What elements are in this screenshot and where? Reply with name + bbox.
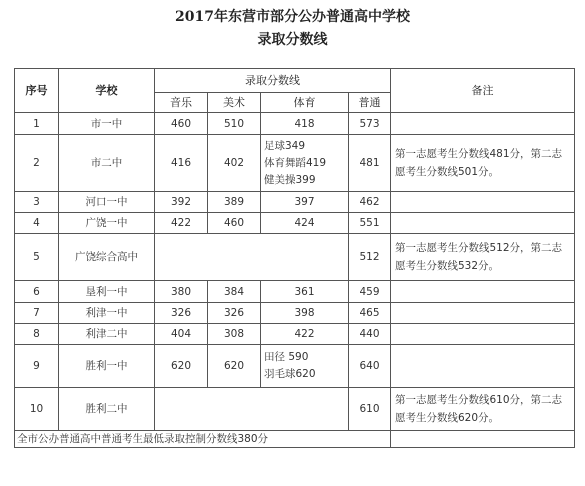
table-row xyxy=(15,192,575,213)
page-subtitle: 录取分数线 xyxy=(257,32,328,48)
row-notes xyxy=(391,234,575,281)
pe-line: 羽毛球620 xyxy=(264,368,316,380)
table-row xyxy=(15,135,575,192)
table-row xyxy=(15,324,575,345)
pe-line: 397 xyxy=(294,196,315,208)
row-music-art-pe xyxy=(155,388,349,431)
row-pe xyxy=(261,192,349,213)
row-notes xyxy=(391,213,575,234)
row-general: 465 xyxy=(349,303,391,324)
row-index: 7 xyxy=(15,303,59,324)
row-index: 3 xyxy=(15,192,59,213)
footer-note: 全市公办普通高中普通考生最低录取控制分数线380分 xyxy=(15,431,391,448)
pe-line: 足球349 xyxy=(264,139,306,152)
header-row-1 xyxy=(15,69,575,93)
row-index: 5 xyxy=(15,234,59,281)
row-index: 8 xyxy=(15,324,59,345)
row-general: 551 xyxy=(349,213,391,234)
row-art: 620 xyxy=(208,345,261,388)
row-music: 460 xyxy=(155,113,208,135)
row-notes xyxy=(391,324,575,345)
note-line: 愿考生分数线620分。 xyxy=(395,412,500,424)
row-notes xyxy=(391,303,575,324)
row-school: 市一中 xyxy=(59,113,155,135)
row-art: 308 xyxy=(208,324,261,345)
pe-line: 体育舞蹈419 xyxy=(264,156,327,169)
table-row xyxy=(15,388,575,431)
row-music: 326 xyxy=(155,303,208,324)
row-art: 384 xyxy=(208,281,261,303)
admission-score-table xyxy=(14,68,575,448)
row-school: 河口一中 xyxy=(59,192,155,213)
row-school: 广饶综合高中 xyxy=(59,234,155,281)
row-music: 392 xyxy=(155,192,208,213)
pe-line: 424 xyxy=(294,217,315,229)
header-pe: 体育 xyxy=(261,93,349,113)
row-art: 326 xyxy=(208,303,261,324)
header-school: 学校 xyxy=(59,69,155,113)
header-general: 普通 xyxy=(349,93,391,113)
pe-line: 398 xyxy=(294,307,315,319)
row-school: 胜利一中 xyxy=(59,345,155,388)
row-general: 459 xyxy=(349,281,391,303)
row-pe xyxy=(261,345,349,388)
note-line: 愿考生分数线501分。 xyxy=(395,166,500,178)
header-notes: 备注 xyxy=(391,69,575,113)
table-row xyxy=(15,281,575,303)
row-school: 利津一中 xyxy=(59,303,155,324)
row-index: 9 xyxy=(15,345,59,388)
row-school: 市二中 xyxy=(59,135,155,192)
table-row xyxy=(15,345,575,388)
row-notes xyxy=(391,113,575,135)
row-school: 垦利一中 xyxy=(59,281,155,303)
note-line: 第一志愿考生分数线512分，第二志 xyxy=(395,242,563,254)
row-general: 573 xyxy=(349,113,391,135)
row-notes xyxy=(391,192,575,213)
note-line: 第一志愿考生分数线610分，第二志 xyxy=(395,394,563,406)
row-index: 6 xyxy=(15,281,59,303)
page-title: 2017年东营市部分公办普通高中学校 xyxy=(175,9,410,25)
row-art: 402 xyxy=(208,135,261,192)
pe-line: 健美操399 xyxy=(264,173,316,186)
note-line: 愿考生分数线532分。 xyxy=(395,260,500,272)
row-art: 389 xyxy=(208,192,261,213)
table-row xyxy=(15,213,575,234)
pe-line: 418 xyxy=(294,117,315,130)
row-music: 422 xyxy=(155,213,208,234)
table-row xyxy=(15,234,575,281)
row-music: 416 xyxy=(155,135,208,192)
header-cutoff-group: 录取分数线 xyxy=(155,69,391,93)
row-pe xyxy=(261,135,349,192)
row-pe xyxy=(261,324,349,345)
row-general: 640 xyxy=(349,345,391,388)
row-index: 4 xyxy=(15,213,59,234)
row-index: 2 xyxy=(15,135,59,192)
row-music: 380 xyxy=(155,281,208,303)
footer-empty xyxy=(391,431,575,448)
row-school: 胜利二中 xyxy=(59,388,155,431)
row-pe xyxy=(261,113,349,135)
row-art: 460 xyxy=(208,213,261,234)
row-general: 481 xyxy=(349,135,391,192)
row-pe xyxy=(261,281,349,303)
footer-row xyxy=(15,431,575,448)
row-music: 620 xyxy=(155,345,208,388)
row-notes xyxy=(391,135,575,192)
row-pe xyxy=(261,213,349,234)
row-school: 利津二中 xyxy=(59,324,155,345)
row-school: 广饶一中 xyxy=(59,213,155,234)
table-row xyxy=(15,113,575,135)
header-art: 美术 xyxy=(208,93,261,113)
row-notes xyxy=(391,281,575,303)
note-line: 第一志愿考生分数线481分，第二志 xyxy=(395,148,563,160)
pe-line: 422 xyxy=(294,328,315,340)
pe-line: 田径 590 xyxy=(264,351,309,363)
row-general: 512 xyxy=(349,234,391,281)
row-general: 610 xyxy=(349,388,391,431)
table-row xyxy=(15,303,575,324)
row-art: 510 xyxy=(208,113,261,135)
row-pe xyxy=(261,303,349,324)
row-music: 404 xyxy=(155,324,208,345)
header-music: 音乐 xyxy=(155,93,208,113)
row-notes xyxy=(391,388,575,431)
row-notes xyxy=(391,345,575,388)
row-index: 1 xyxy=(15,113,59,135)
row-general: 462 xyxy=(349,192,391,213)
pe-line: 361 xyxy=(294,285,315,298)
header-index: 序号 xyxy=(15,69,59,113)
row-music-art-pe xyxy=(155,234,349,281)
row-index: 10 xyxy=(15,388,59,431)
row-general: 440 xyxy=(349,324,391,345)
